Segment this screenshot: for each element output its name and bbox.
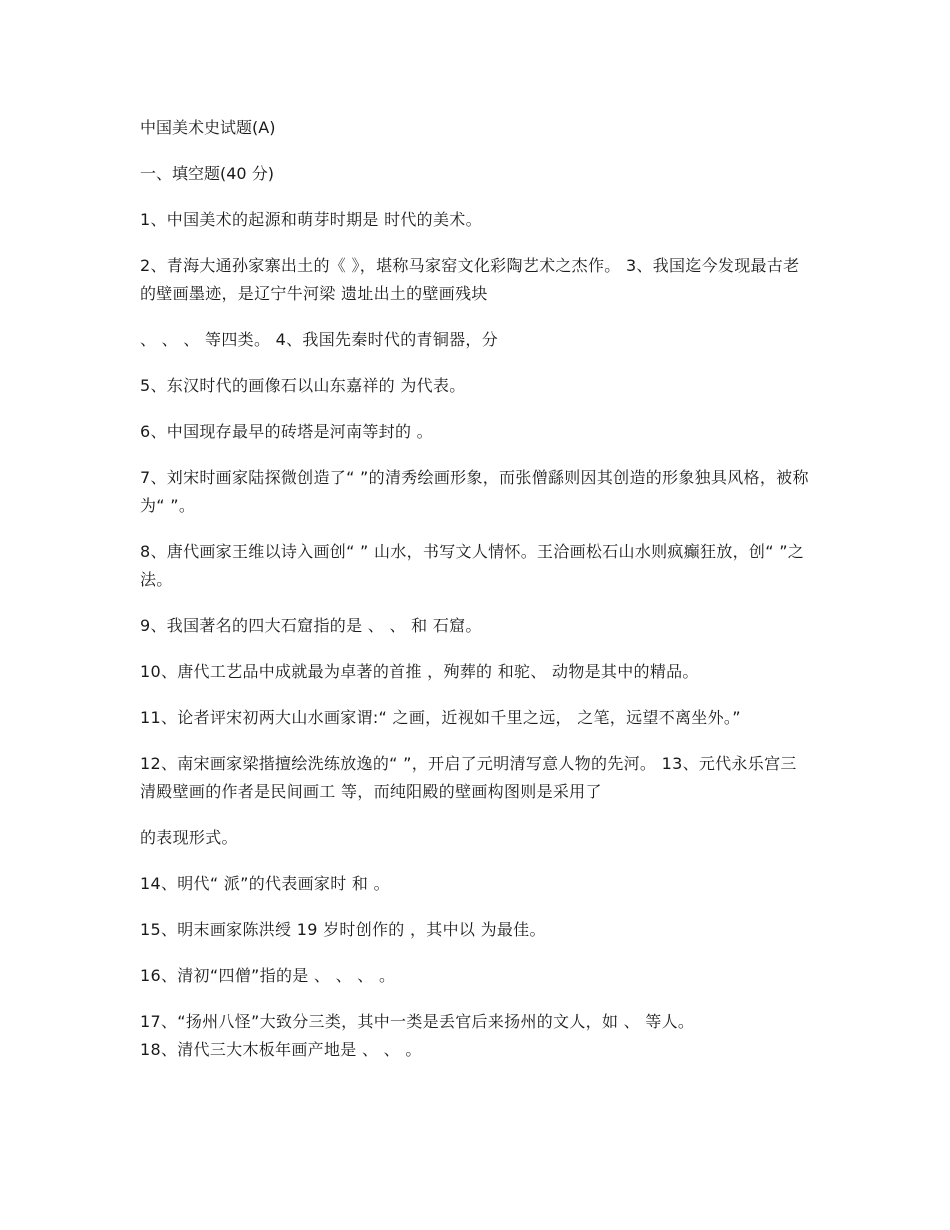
question-11: 11、论者评宋初两大山水画家谓:“ 之画，近视如千里之远， 之笔，远望不离坐外。” [140, 708, 741, 727]
question-1: 1、中国美术的起源和萌芽时期是 时代的美术。 [140, 210, 482, 229]
exam-page [140, 114, 810, 1064]
question-13-continued: 的表现形式。 [140, 828, 238, 847]
question-14: 14、明代“ 派”的代表画家时 和 。 [140, 874, 390, 893]
question-8: 8、唐代画家王维以诗入画创“ ” 山水，书写文人情怀。王洽画松石山水则疯癫狂放，创“ ”之法。 [140, 542, 805, 589]
question-7: 7、刘宋时画家陆探微创造了“ ”的清秀绘画形象，而张僧繇则因其创造的形象独具风格，被称为“ ”。 [140, 468, 809, 515]
question-12-13: 12、南宋画家梁揩擅绘洗练放逸的“ ”，开启了元明清写意人物的先河。 13、元代永乐宫三清殿壁画的作者是民间画工 等，而纯阳殿的壁画构图则是采用了 [140, 754, 797, 801]
question-10: 10、唐代工艺品中成就最为卓著的首推 ，殉葬的 和驼、 动物是其中的精品。 [140, 662, 699, 681]
question-18: 18、清代三大木板年画产地是 、 、 。 [140, 1040, 422, 1059]
question-5: 5、东汉时代的画像石以山东嘉祥的 为代表。 [140, 376, 466, 395]
question-17: 17、“扬州八怪”大致分三类，其中一类是丢官后来扬州的文人，如 、 等人。 [140, 1012, 695, 1031]
section-heading: 一、填空题(40 分) [140, 164, 274, 183]
question-15: 15、明末画家陈洪绶 19 岁时创作的 ，其中以 为最佳。 [140, 920, 546, 939]
question-6: 6、中国现存最早的砖塔是河南等封的 。 [140, 422, 433, 441]
question-9: 9、我国著名的四大石窟指的是 、 、 和 石窟。 [140, 616, 482, 635]
exam-title: 中国美术史试题(A) [140, 118, 276, 137]
question-16: 16、清初“四僧”指的是 、 、 、 。 [140, 966, 396, 985]
question-3-4: 、 、 、 等四类。 4、我国先秦时代的青铜器，分 [140, 330, 499, 349]
question-2-3: 2、青海大通孙家寨出土的《 》，堪称马家窑文化彩陶艺术之杰作。 3、我国迄今发现最古老的壁画墨迹，是辽宁牛河梁 遗址出土的壁画残块 [140, 256, 800, 303]
